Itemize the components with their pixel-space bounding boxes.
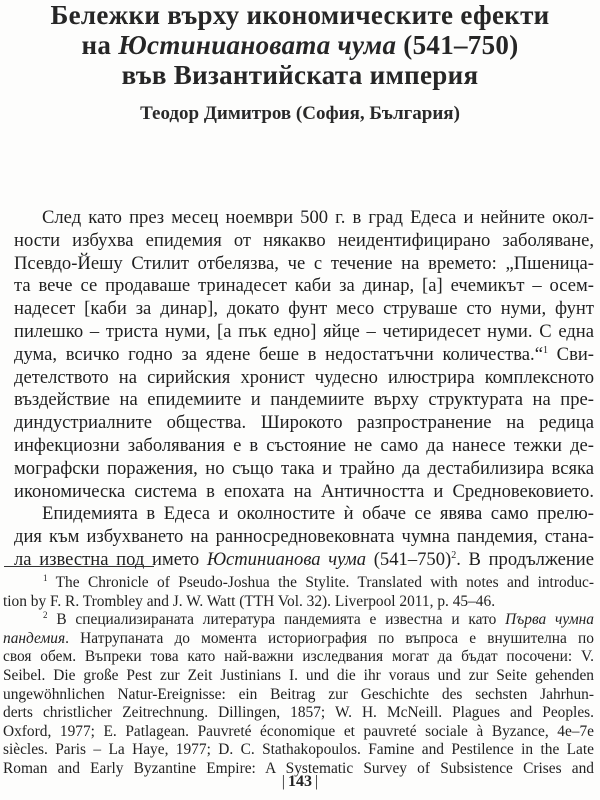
footnote-text: The Chronicle of Pseudo-Joshua the Stylite. Translated with notes and introduc-: [47, 574, 594, 591]
footnote-separator: [4, 566, 154, 567]
title-line-2: [0, 30, 600, 60]
page-number-value: 143: [288, 773, 312, 790]
body-line: икономическа система в епохата на Античността и Средновековието.: [14, 480, 594, 502]
body-line: Епидемията в Едеса и околностите ѝ обаче се явява само прелю-: [42, 503, 594, 525]
body-line: въздействие на епидемиите и пандемиите върху структурата на пре-: [14, 389, 594, 411]
italic-term: Юстинианова чума: [206, 548, 367, 570]
body-line: детелството на сирийския хронист чудесно илюстрира комплексното: [14, 366, 594, 388]
body-line-text: Сви-: [547, 343, 594, 365]
page-number: [0, 772, 600, 792]
body-line: След като през месец ноември 500 г. в град Едеса и нейните окол-: [42, 207, 594, 228]
footnote-marker-1: 1: [43, 573, 48, 583]
footnote-text: В специализираната литература пандемията е известна и като: [47, 611, 506, 629]
title-line-3: във Византийската империя: [121, 60, 479, 90]
body-line: ности избухва епидемия от някакво неидентифицирано заболяване,: [14, 229, 594, 251]
title-italic-term: Юстиниановата чума: [118, 30, 397, 60]
footnote-1-line: [3, 574, 594, 593]
title-line-2-prefix: на: [81, 30, 119, 60]
footnote-2-line: [3, 630, 594, 649]
body-line: мографски поражения, но също така и трайно да дестабилизира всяка: [14, 457, 594, 479]
footnote-2-line: siècles. Paris – La Haye, 1977; D. C. Stathakopoulos. Famine and Pestilence in the Late: [3, 741, 594, 759]
body-line: дия към избухването на ранносредновековната чумна пандемия, стана-: [14, 526, 594, 548]
footnote-2-line: своя обем. Въпреки това като най-важни изследвания могат да бъдат посочени: V.: [3, 648, 594, 666]
body-line-text: . В продължение: [456, 548, 594, 570]
footnote-text: . Натрупаната до момента историография по въпроса е внушителна по: [65, 629, 594, 647]
article-title: [0, 0, 600, 90]
page-number-bar-left: |: [281, 773, 285, 790]
body-text: [14, 207, 594, 572]
body-line: Псевдо-Йешу Стилит отбелязва, че с течение на времето: „Пшеница-: [14, 252, 594, 274]
body-line: надесет [каби за динар], докато фунт месо струваше сто нуми, фунт: [14, 298, 594, 320]
footnote-marker-2: 2: [43, 610, 48, 621]
body-line: диндустриалните общества. Широкото разпространение на редица: [14, 412, 594, 434]
title-line-1: Бележки върху икономическите ефекти: [50, 0, 550, 30]
page-number-bar-right: |: [315, 773, 319, 790]
footnote-2-line: ungewöhnlichen Natur-Ereignisse: ein Beitrag zur Geschichte des sechsten Jahrhun-: [3, 685, 594, 703]
body-line: [14, 344, 594, 367]
footnotes: [3, 574, 594, 779]
footnote-ref-1[interactable]: 1: [542, 344, 548, 356]
footnote-ref-2[interactable]: 2: [451, 549, 457, 561]
footnote-2-line: derts christlicher Zeitrechnung. Dillingen, 1857; W. H. McNeill. Plagues and Peoples.: [3, 704, 594, 722]
italic-term: пандемия: [3, 629, 66, 647]
footnote-2-line: [3, 611, 594, 630]
footnote-2-line: Roman and Early Byzantine Empire: A Systematic Survey of Subsistence Crises and: [3, 759, 594, 777]
footnote-2-line: Oxford, 1977; E. Patlagean. Pauvreté économique et pauvreté sociale à Byzance, 4e–7e: [3, 722, 594, 740]
footnote-1-line: tion by F. R. Trombley and J. W. Watt (TTH Vol. 32). Liverpool 2011, p. 45–46.: [3, 592, 496, 610]
italic-term: Първа чумна: [505, 611, 594, 629]
footnote-2-line: Seibel. Die große Pest zur Zeit Justinians I. und die ihr voraus und zur Seite gehenden: [3, 666, 594, 684]
body-line: [14, 549, 594, 572]
author-byline: Теодор Димитров (София, България): [140, 103, 460, 124]
body-line: пилешко – триста нуми, [а пък едно] яйце – четиридесет нуми. С една: [14, 320, 594, 342]
body-line-text: ла известна под името: [14, 548, 207, 570]
body-line-text: дума, всичко годно за ядене беше в недостатъчни количества.“: [14, 343, 543, 365]
body-line: та вече се продаваше тринадесет каби за динар, [а] ечемикът – осем-: [14, 275, 594, 297]
body-line-text: (541–750): [366, 548, 452, 570]
body-line: инфекциозни заболявания е в състояние не само да нанесе тежки де-: [14, 434, 594, 456]
title-line-2-dates: (541–750): [396, 30, 519, 60]
